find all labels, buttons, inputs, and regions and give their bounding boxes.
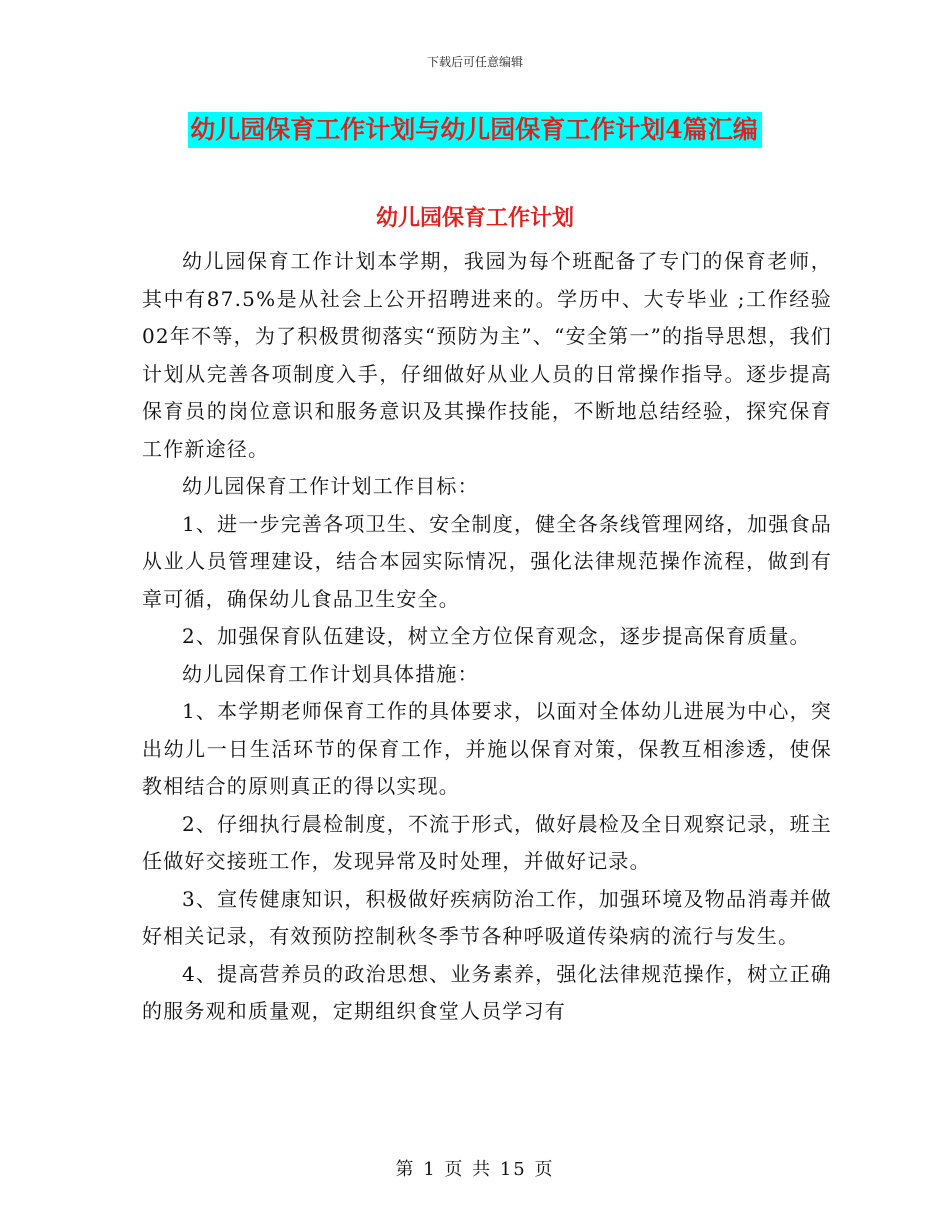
paragraph-intro: 幼儿园保育工作计划本学期，我园为每个班配备了专门的保育老师，其中有87.5%是从社会上公开招聘进来的。学历中、大专毕业 ;工作经验 02年不等，为了积极贯彻落实“预防为主”、“安全第一”的指导思想，我们计划从完善各项制度入手，仔细做好从业人员的日常操作指导。逐步提高保育员的岗位意识和服务意识及其操作技能，不断地总结经验，探究保育工作新途径。 xyxy=(142,249,832,461)
paragraph-goals-heading: 幼儿园保育工作计划工作目标： xyxy=(182,474,479,498)
paragraph-goal-1: 1、进一步完善各项卫生、安全制度，健全各条线管理网络，加强食品从业人员管理建设，结合本园实际情况，强化法律规范操作流程，做到有章可循，确保幼儿食品卫生安全。 xyxy=(142,511,832,611)
paragraph-measure-2: 2、仔细执行晨检制度，不流于形式，做好晨检及全日观察记录，班主任做好交接班工作，发现异常及时处理，并做好记录。 xyxy=(142,811,832,873)
section-title: 幼儿园保育工作计划 xyxy=(375,205,574,231)
document-title-container xyxy=(0,112,950,148)
paragraph-measure-3: 3、宣传健康知识，积极做好疾病防治工作，加强环境及物品消毒并做好相关记录，有效预防控制秋冬季节各种呼吸道传染病的流行与发生。 xyxy=(142,886,832,948)
header-note: 下载后可任意编辑 xyxy=(426,55,523,69)
paragraph-measures-heading: 幼儿园保育工作计划具体措施： xyxy=(182,661,479,686)
document-title: 幼儿园保育工作计划与幼儿园保育工作计划4篇汇编 xyxy=(188,112,761,148)
paragraph-measure-1: 1、本学期老师保育工作的具体要求，以面对全体幼儿进展为中心，突出幼儿一日生活环节的保育工作，并施以保育对策，保教互相渗透，使保教相结合的原则真正的得以实现。 xyxy=(142,699,832,798)
paragraph-measure-4: 4、提高营养员的政治思想、业务素养，强化法律规范操作，树立正确的服务观和质量观，定期组织食堂人员学习有 xyxy=(142,961,832,1023)
page-number-footer: 第 1 页 共 15 页 xyxy=(395,1159,555,1180)
paragraph-goal-2: 2、加强保育队伍建设，树立全方位保育观念，逐步提高保育质量。 xyxy=(182,624,811,648)
document-body xyxy=(142,243,832,1031)
